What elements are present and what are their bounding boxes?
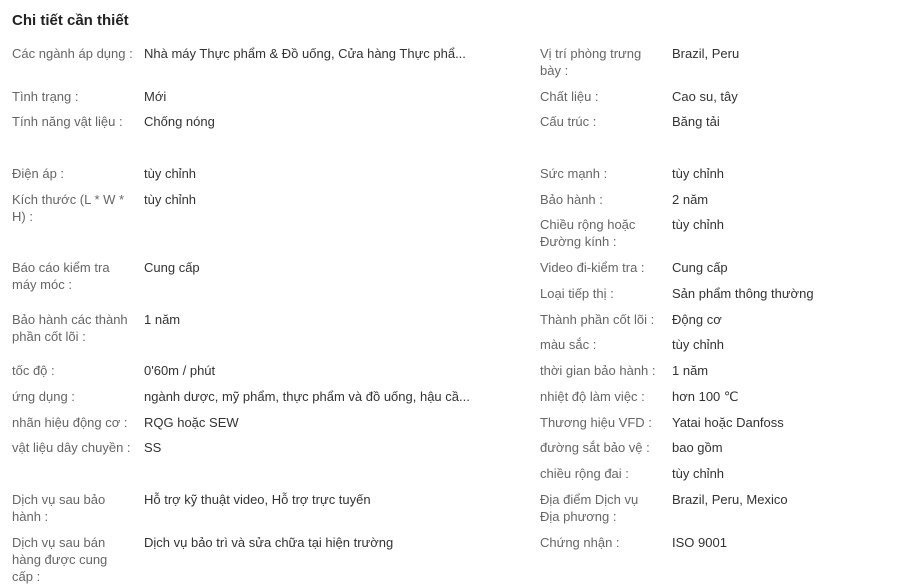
spec-value: 0'60m / phút <box>144 363 216 378</box>
spec-value: ngành dược, mỹ phẩm, thực phẩm và đồ uống, hậu cầ... <box>144 389 470 404</box>
spec-value: bao gồm <box>672 440 723 455</box>
spec-label: đường sắt bảo vệ : <box>540 440 650 455</box>
spec-label: Thành phần cốt lõi : <box>540 312 655 327</box>
spec-value: Brazil, Peru <box>672 46 740 61</box>
spec-value: Cung cấp <box>144 260 200 275</box>
spec-value: Dịch vụ bảo trì và sửa chữa tại hiện trường <box>144 535 394 550</box>
spec-label: Kích thước (L * W * H) : <box>12 192 125 224</box>
spec-value: tùy chỉnh <box>672 337 725 352</box>
spec-label: Video đi-kiểm tra : <box>540 260 645 275</box>
spec-value: Sản phẩm thông thường <box>672 286 814 301</box>
spec-label: Tình trạng : <box>12 89 79 104</box>
spec-value: ISO 9001 <box>672 535 727 550</box>
spec-value: 1 năm <box>672 363 709 378</box>
spec-value: tùy chỉnh <box>672 166 725 181</box>
spec-label: chiều rộng đai : <box>540 466 629 481</box>
spec-value: 1 năm <box>144 312 181 327</box>
spec-label: màu sắc : <box>540 337 597 352</box>
spec-label: Bảo hành các thành phần cốt lõi : <box>12 312 128 344</box>
spec-value: Hỗ trợ kỹ thuật video, Hỗ trợ trực tuyến <box>144 492 371 507</box>
spec-label: nhãn hiệu động cơ : <box>12 415 128 430</box>
spec-value: Mới <box>144 89 167 104</box>
spec-value: tùy chỉnh <box>144 166 197 181</box>
spec-label: Chất liệu : <box>540 89 599 104</box>
spec-label: Các ngành áp dụng : <box>12 46 133 61</box>
spec-label: nhiệt độ làm việc : <box>540 389 645 404</box>
spec-label: Loại tiếp thị : <box>540 286 614 301</box>
spec-value: SS <box>144 440 162 455</box>
spec-label: thời gian bảo hành : <box>540 363 656 378</box>
spec-label: Sức mạnh : <box>540 166 608 181</box>
spec-label: Thương hiệu VFD : <box>540 415 652 430</box>
spec-value: Cung cấp <box>672 260 728 275</box>
spec-value: tùy chỉnh <box>144 192 197 207</box>
spec-label: ứng dụng : <box>12 389 75 404</box>
spec-value: RQG hoặc SEW <box>144 415 239 430</box>
spec-label: Tính năng vật liệu : <box>12 114 123 129</box>
spec-label: Báo cáo kiểm tra máy móc : <box>12 260 110 292</box>
spec-label: Dịch vụ sau bảo hành : <box>12 492 106 524</box>
spec-label: Dịch vụ sau bán hàng được cung cấp : <box>12 535 108 584</box>
spec-label: tốc độ : <box>12 363 55 378</box>
spec-value: 2 năm <box>672 192 709 207</box>
spec-value: Cao su, tây <box>672 89 738 104</box>
spec-value: Brazil, Peru, Mexico <box>672 492 788 507</box>
spec-value: Chống nóng <box>144 114 215 129</box>
spec-value: Yatai hoặc Danfoss <box>672 415 784 430</box>
spec-label: Vị trí phòng trưng bày : <box>540 46 642 78</box>
spec-label: Địa điểm Dịch vụ Địa phương : <box>540 492 639 524</box>
spec-label: Chứng nhận : <box>540 535 620 550</box>
spec-label: vật liệu dây chuyền : <box>12 440 131 455</box>
spec-value: Băng tải <box>672 114 720 129</box>
spec-value: Động cơ <box>672 312 722 327</box>
section-title: Chi tiết cần thiết <box>12 12 129 29</box>
spec-value: hơn 100 ℃ <box>672 389 739 404</box>
spec-value: tùy chỉnh <box>672 217 725 232</box>
spec-label: Chiều rộng hoặc Đường kính : <box>540 217 636 249</box>
spec-value: Nhà máy Thực phẩm & Đồ uống, Cửa hàng Thực phẩ... <box>144 46 466 61</box>
spec-label: Điện áp : <box>12 166 65 181</box>
spec-value: tùy chỉnh <box>672 466 725 481</box>
spec-label: Bảo hành : <box>540 192 603 207</box>
spec-label: Cấu trúc : <box>540 114 597 129</box>
